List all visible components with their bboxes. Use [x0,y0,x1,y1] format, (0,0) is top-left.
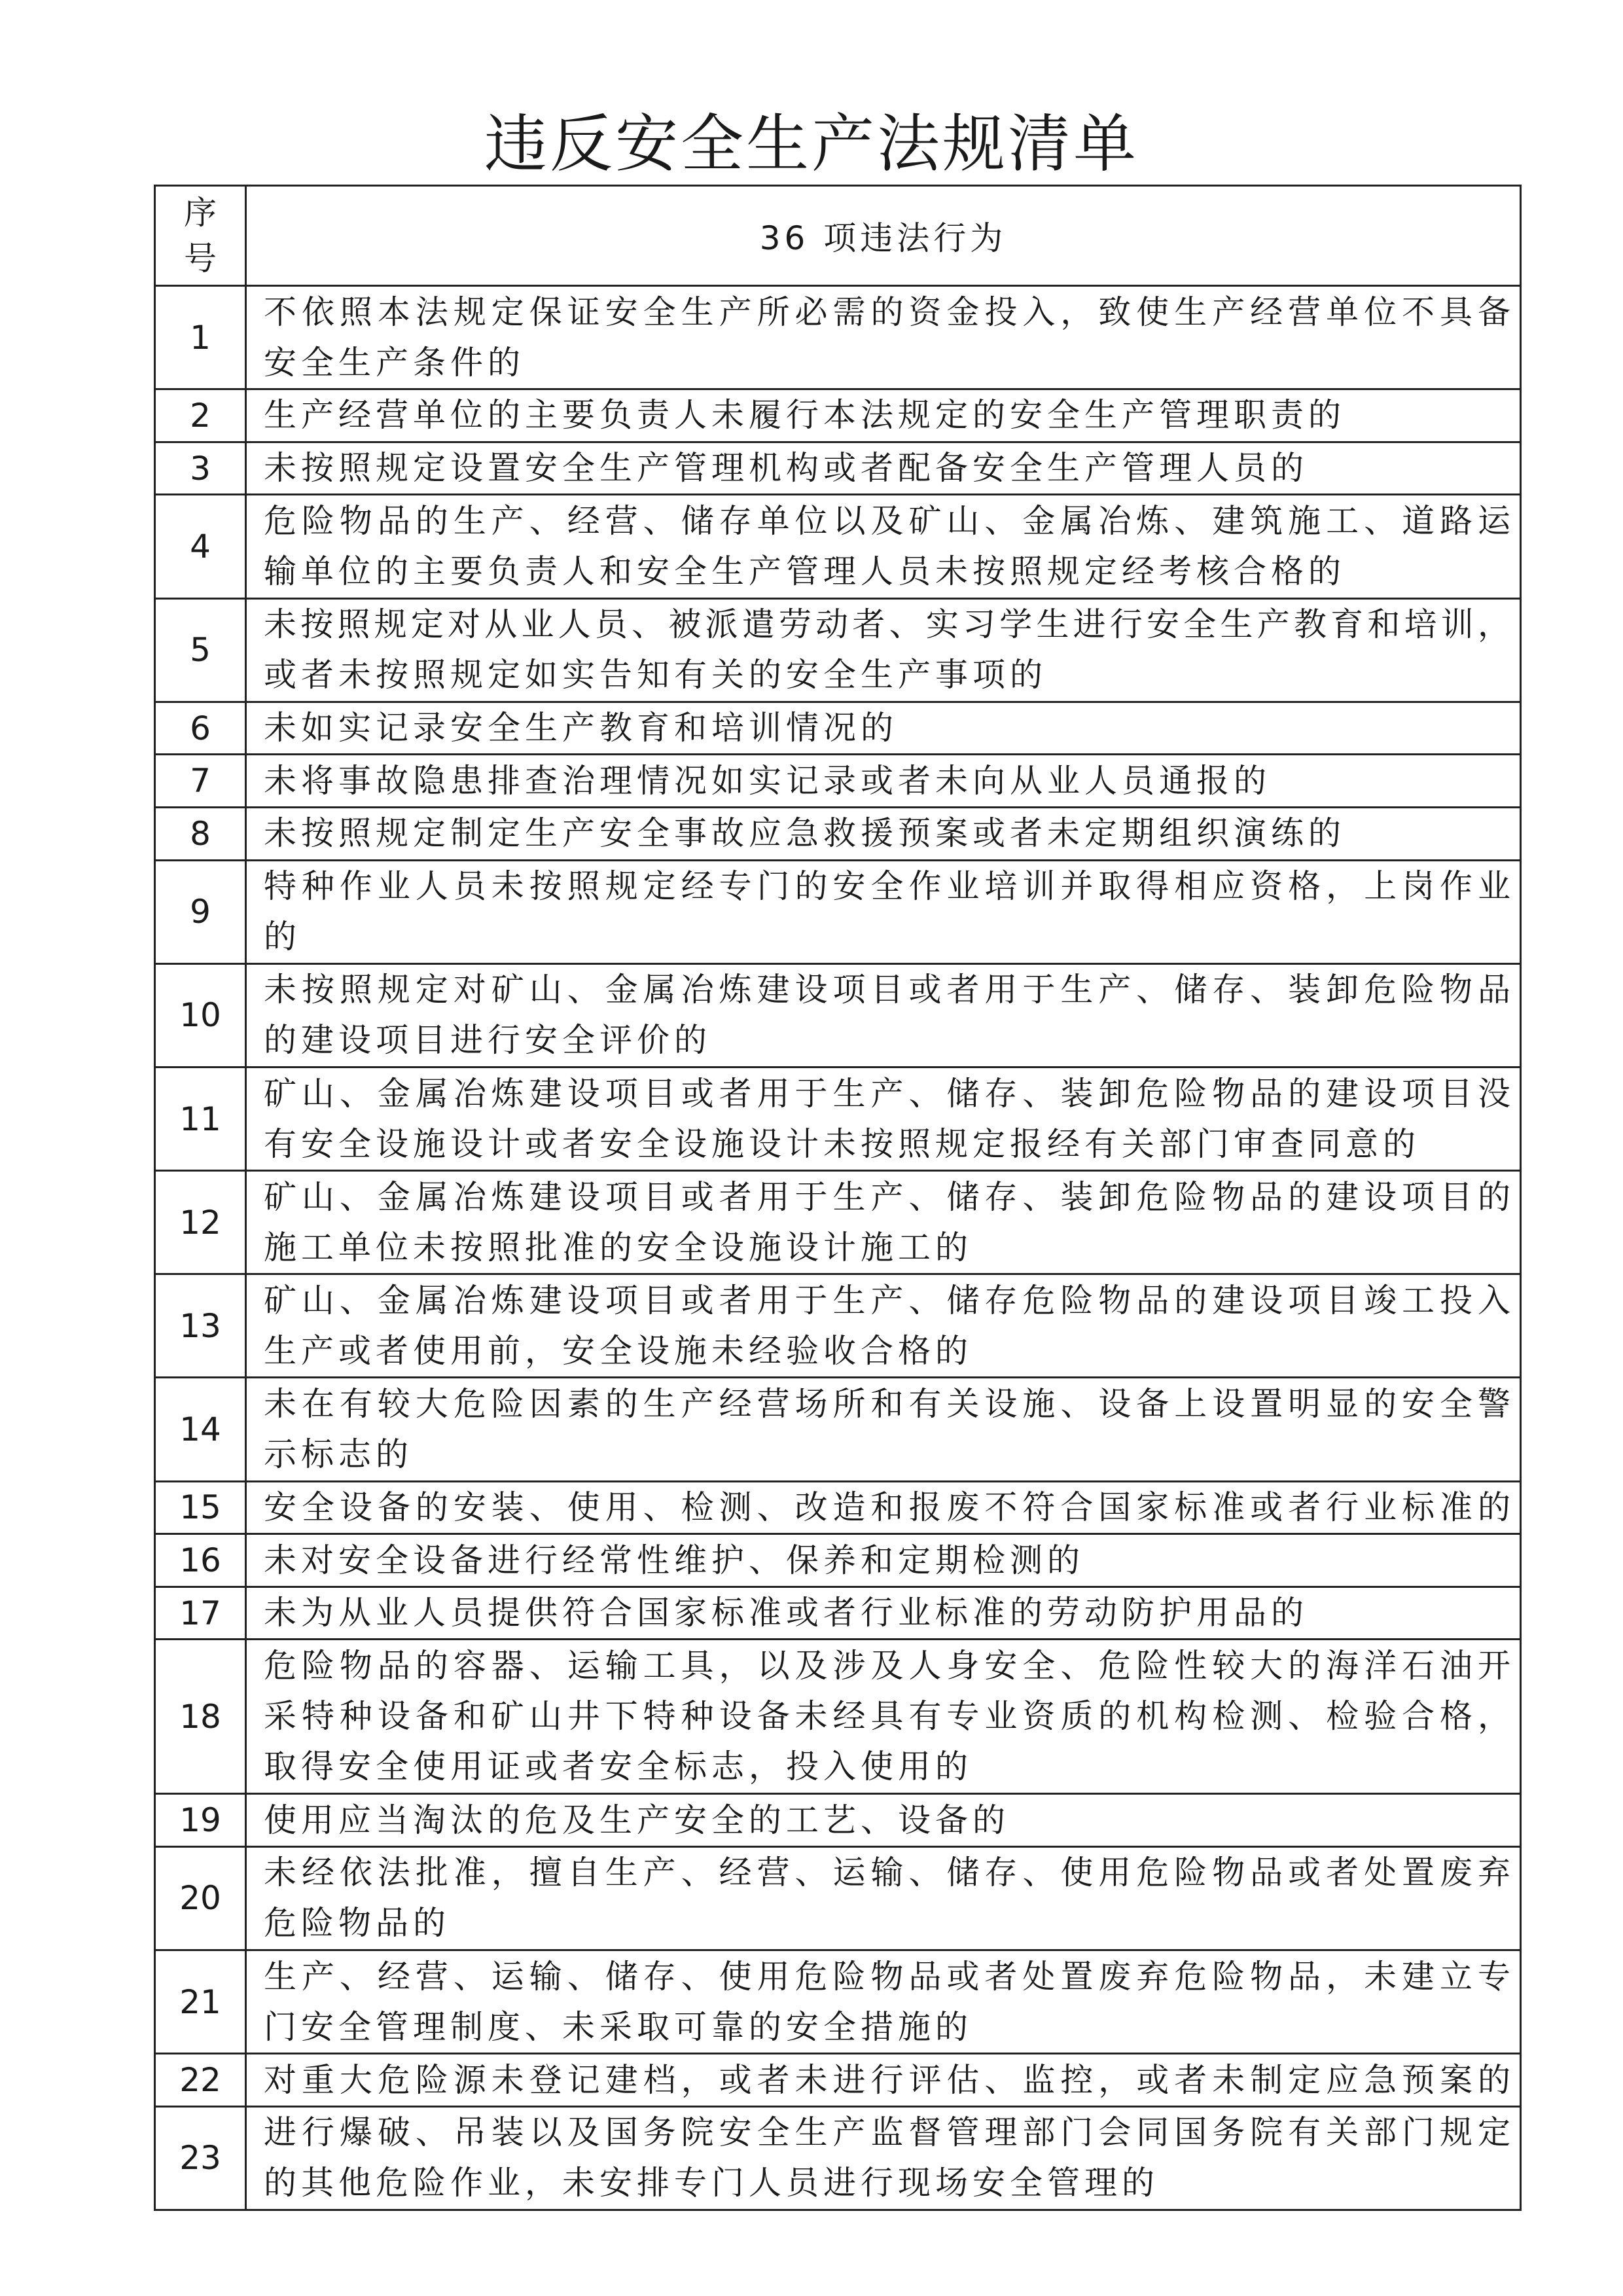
violation-text-line: 未按照规定制定生产安全事故应急救援预案或者未定期组织演练的 [264,814,1346,853]
row-number: 4 [155,495,246,598]
violation-text-line: 未经依法批准，擅自生产、经营、运输、储存、使用危险物品或者处置废弃 [264,1854,1510,1892]
table-row [155,860,1521,963]
row-number: 8 [155,807,246,860]
violation-text-line: 未如实记录安全生产教育和培训情况的 [264,709,898,747]
violation-text-line: 示标志的 [264,1435,413,1474]
violation-text-line: 的建设项目进行安全评价的 [264,1021,711,1060]
table-row [155,286,1521,389]
violation-text [246,963,1521,1067]
table-row [155,1794,1521,1847]
row-number: 5 [155,598,246,702]
violation-text-line: 未在有较大危险因素的生产经营场所和有关设施、设备上设置明显的安全警 [264,1385,1510,1424]
table-row [155,963,1521,1067]
violation-text [246,1274,1521,1378]
table-row [155,755,1521,808]
violation-text [246,807,1521,860]
table-row [155,1950,1521,2054]
row-number: 13 [155,1274,246,1378]
violations-table [154,185,1522,2211]
violation-text-line: 未按照规定对矿山、金属冶炼建设项目或者用于生产、储存、装卸危险物品 [264,971,1510,1009]
row-number: 15 [155,1481,246,1534]
violation-text [246,1794,1521,1847]
table-header-row [155,186,1521,286]
row-number: 6 [155,702,246,755]
violation-text [246,1481,1521,1534]
row-number: 1 [155,286,246,389]
row-number: 14 [155,1378,246,1481]
row-number: 20 [155,1846,246,1950]
table-row [155,1067,1521,1170]
table-row [155,1171,1521,1274]
table-row [155,442,1521,495]
table-row [155,2106,1521,2210]
violation-text [246,389,1521,442]
violation-text [246,1587,1521,1640]
violation-text-line: 未为从业人员提供符合国家标准或者行业标准的劳动防护用品的 [264,1594,1308,1632]
violation-text [246,1640,1521,1794]
violation-text-line: 门安全管理制度、未采取可靠的安全措施的 [264,2007,972,2046]
violation-text [246,702,1521,755]
header-number-cell [155,186,246,286]
row-number: 7 [155,755,246,808]
violation-text [246,1067,1521,1170]
header-number-char: 序 [184,194,217,232]
table-row [155,598,1521,702]
row-number: 16 [155,1534,246,1587]
violation-text [246,860,1521,963]
table-row [155,1378,1521,1481]
violation-text-line: 安全生产条件的 [264,343,525,382]
table-row [155,1587,1521,1640]
violation-text-line: 对重大危险源未登记建档，或者未进行评估、监控，或者未制定应急预案的 [264,2060,1510,2099]
violation-text-line: 危险物品的容器、运输工具，以及涉及人身安全、危险性较大的海洋石油开 [264,1647,1510,1685]
header-violations-cell: 36 项违法行为 [246,186,1521,286]
document-title: 违反安全生产法规清单 [484,107,1139,181]
violation-text-line: 生产、经营、运输、储存、使用危险物品或者处置废弃危险物品，未建立专 [264,1957,1510,1996]
violation-text-line: 施工单位未按照批准的安全设施设计施工的 [264,1228,972,1266]
violation-text [246,1378,1521,1481]
row-number: 9 [155,860,246,963]
violation-text-line: 输单位的主要负责人和安全生产管理人员未按照规定经考核合格的 [264,552,1346,590]
table-row [155,389,1521,442]
table-row [155,495,1521,598]
violation-text-line: 危险物品的生产、经营、储存单位以及矿山、金属冶炼、建筑施工、道路运 [264,501,1510,540]
row-number: 19 [155,1794,246,1847]
violation-text-line: 未按照规定对从业人员、被派遣劳动者、实习学生进行安全生产教育和培训， [264,605,1510,644]
table-row [155,702,1521,755]
violation-text-line: 未将事故隐患排查治理情况如实记录或者未向从业人员通报的 [264,761,1271,800]
violation-text-line: 未按照规定设置安全生产管理机构或者配备安全生产管理人员的 [264,449,1308,488]
violation-text-line: 矿山、金属冶炼建设项目或者用于生产、储存危险物品的建设项目竣工投入 [264,1281,1510,1319]
violation-text-line: 危险物品的 [264,1904,450,1943]
violation-text [246,598,1521,702]
violation-text-line: 生产或者使用前，安全设施未经验收合格的 [264,1331,972,1370]
violation-text [246,2106,1521,2210]
violation-text [246,495,1521,598]
header-number-char: 号 [184,240,217,278]
table-row [155,1640,1521,1794]
violation-text [246,755,1521,808]
violation-text [246,2054,1521,2107]
row-number: 2 [155,389,246,442]
violation-text [246,1171,1521,1274]
violation-text-line: 进行爆破、吊装以及国务院安全生产监督管理部门会同国务院有关部门规定 [264,2113,1510,2152]
row-number: 18 [155,1640,246,1794]
table-row [155,1846,1521,1950]
violation-text-line: 采特种设备和矿山井下特种设备未经具有专业资质的机构检测、检验合格， [264,1697,1510,1736]
violation-text-line: 取得安全使用证或者安全标志，投入使用的 [264,1748,972,1786]
row-number: 12 [155,1171,246,1274]
violation-text-line: 生产经营单位的主要负责人未履行本法规定的安全生产管理职责的 [264,396,1346,435]
violation-text [246,442,1521,495]
violation-text-line: 安全设备的安装、使用、检测、改造和报废不符合国家标准或者行业标准的 [264,1488,1510,1526]
violation-text-line: 矿山、金属冶炼建设项目或者用于生产、储存、装卸危险物品的建设项目的 [264,1177,1510,1216]
row-number: 23 [155,2106,246,2210]
table-row [155,1481,1521,1534]
violation-text-line: 使用应当淘汰的危及生产安全的工艺、设备的 [264,1801,1010,1839]
row-number: 21 [155,1950,246,2054]
table-row [155,1274,1521,1378]
violation-text-line: 的 [264,918,301,956]
violation-text-line: 不依照本法规定保证安全生产所必需的资金投入，致使生产经营单位不具备 [264,293,1510,331]
table-row [155,1534,1521,1587]
violation-text-line: 的其他危险作业，未安排专门人员进行现场安全管理的 [264,2164,1159,2202]
violation-text [246,1950,1521,2054]
violation-text-line: 有安全设施设计或者安全设施设计未按照规定报经有关部门审查同意的 [264,1124,1420,1163]
violation-text-line: 未对安全设备进行经常性维护、保养和定期检测的 [264,1541,1084,1579]
row-number: 17 [155,1587,246,1640]
table-row [155,2054,1521,2107]
violation-text [246,1534,1521,1587]
row-number: 3 [155,442,246,495]
row-number: 10 [155,963,246,1067]
violation-text-line: 或者未按照规定如实告知有关的安全生产事项的 [264,656,1047,694]
row-number: 11 [155,1067,246,1170]
violation-text-line: 特种作业人员未按照规定经专门的安全作业培训并取得相应资格，上岗作业 [264,867,1510,906]
row-number: 22 [155,2054,246,2107]
violation-text-line: 矿山、金属冶炼建设项目或者用于生产、储存、装卸危险物品的建设项目没 [264,1074,1510,1113]
violation-text [246,1846,1521,1950]
violation-text [246,286,1521,389]
table-row [155,807,1521,860]
